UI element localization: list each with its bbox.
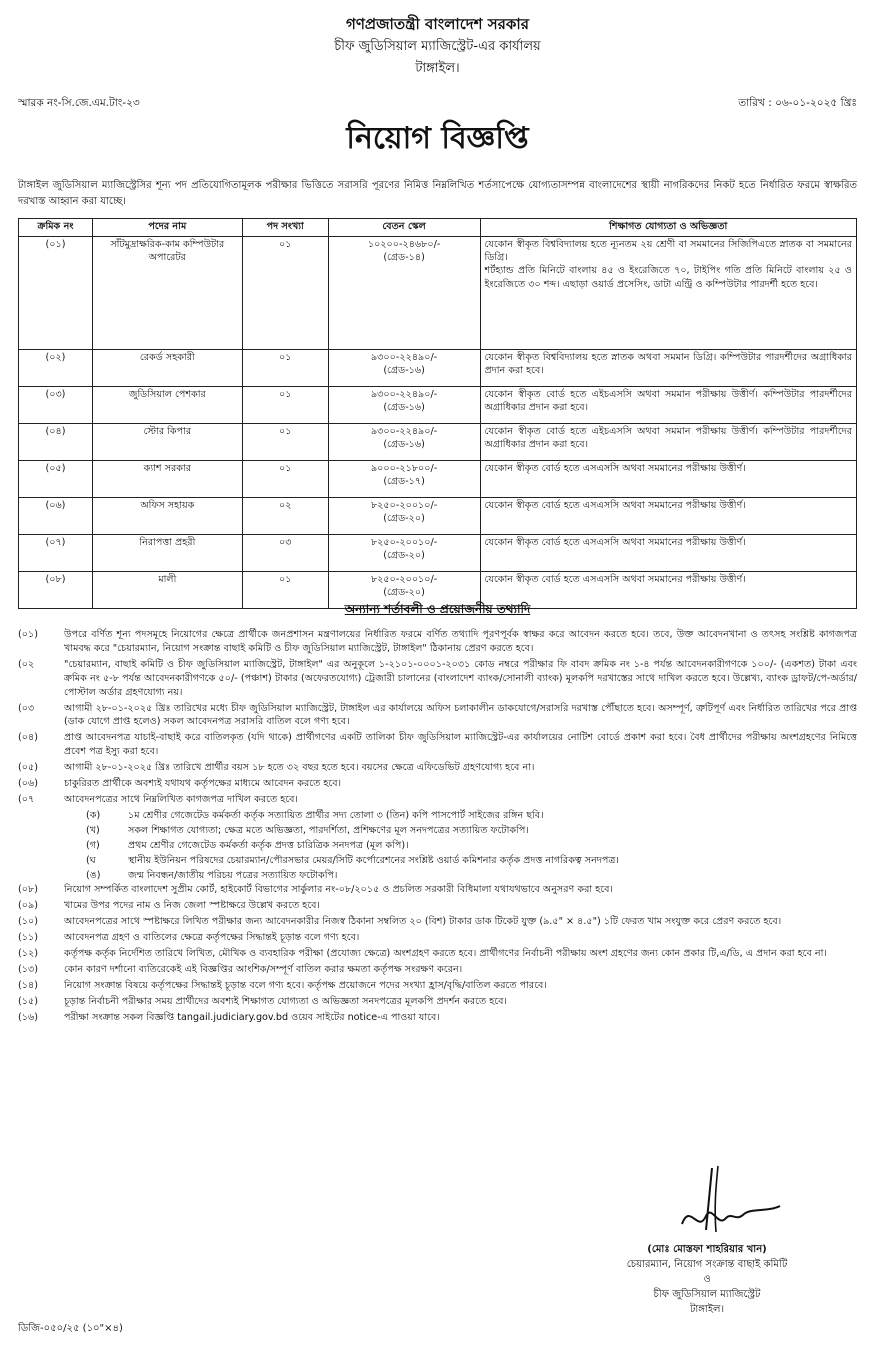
cell-scale — [328, 350, 480, 387]
sub-term-number: (গ) — [86, 839, 100, 851]
col-header-serial: ক্রমিক নং — [19, 219, 93, 237]
cell-serial: (০১) — [19, 237, 93, 350]
sub-list-item — [64, 839, 857, 853]
cell-post: নিরাপত্তা প্রহরী — [92, 535, 242, 572]
cell-qualification: যেকোন স্বীকৃত বোর্ড হতে এসএসসি অথবা সমমানের পরীক্ষায় উত্তীর্ণ। — [480, 498, 856, 535]
signatory-name: (মোঃ মোস্তফা শাহরিয়ার খান) — [647, 1244, 767, 1255]
handwritten-signature — [672, 1162, 792, 1240]
cell-scale — [328, 424, 480, 461]
cell-count: ০১ — [242, 461, 328, 498]
cell-qualification: যেকোন স্বীকৃত বোর্ড হতে এসএসসি অথবা সমমানের পরীক্ষায় উত্তীর্ণ। — [480, 572, 856, 609]
term-text: কোন কারণ দর্শানো ব্যতিরেকেই এই বিজ্ঞপ্তির আংশিক/সম্পূর্ণ বাতিল করার ক্ষমতা কর্তৃপক্ষ সংরক্ষণ করেন। — [64, 963, 463, 975]
term-text: প্রাপ্ত আবেদনপত্র যাচাই-বাছাই করে বাতিলকৃত (যদি থাকে) প্রার্থীগণের একটি তালিকা চীফ জুডিসিয়াল ম্যাজিস্ট্রেট-এর কার্যালয়ের নোটিশ বোর্ডে প্রকাশ করা হবে। বৈধ প্রার্থীদের পরীক্ষায় অংশগ্রহণের নিমিত্তে প্রবেশ পত্র ইস্যু করা হবে। — [64, 732, 857, 758]
qualification-text: যেকোন স্বীকৃত বিশ্ববিদ্যালয় হতে ন্যূনতম ২য় শ্রেণী বা সমমানের সিজিপিএতে স্নাতক বা সমমানের ডিগ্রি। — [484, 239, 852, 264]
list-item — [18, 1011, 857, 1025]
sub-term-text: জন্ম নিবন্ধন/জাতীয় পরিচয় পত্রের সত্যায়িত ফটোকপি। — [128, 869, 338, 881]
scale-value: ৮২৫০-২০০১০/- — [370, 574, 438, 585]
table-row — [19, 237, 857, 350]
term-text: খামের উপর পদের নাম ও নিজ জেলা স্পষ্টাক্ষরে উল্লেখ করতে হবে। — [64, 900, 320, 912]
term-number: (১২) — [18, 948, 38, 960]
grade-value: (গ্রেড-২০) — [383, 513, 425, 525]
list-item — [18, 947, 857, 961]
memo-number: স্মারক নং-সি.জে.এম.টাং-২৩ — [18, 97, 140, 109]
vacancy-table — [18, 218, 857, 609]
term-number: (০৪) — [18, 732, 38, 744]
signatory-conjunction: ও — [703, 1274, 711, 1285]
cell-scale — [328, 498, 480, 535]
term-number: (১৪) — [18, 979, 38, 991]
term-number: (০৩ — [18, 702, 35, 714]
col-header-post: পদের নাম — [92, 219, 242, 237]
term-text: চাকুরিরত প্রার্থীকে অবশ্যই যথাযথ কর্তৃপক্ষের মাধ্যমে আবেদন করতে হবে। — [64, 778, 342, 790]
cell-post: জুডিসিয়াল পেশকার — [92, 387, 242, 424]
scale-value: ৯৩০০-২২৪৯০/- — [370, 426, 438, 437]
intro-paragraph: টাঙ্গাইল জুডিসিয়াল ম্যাজিস্ট্রেসির শূন্য পদ প্রতিযোগিতামূলক পরীক্ষার ভিত্তিতে সরাসরি পূরণের নিমিত্ত নিম্নলিখিত শর্তসাপেক্ষে যোগ্যতাসম্পন্ন বাংলাদেশের স্থায়ী নাগরিকদের নিকট হতে নির্ধারিত ফরমে স্বাক্ষরিত দরখাস্ত আহ্বান করা যাচ্ছে। — [18, 180, 857, 207]
cell-count: ০১ — [242, 424, 328, 461]
cell-qualification: যেকোন স্বীকৃত বোর্ড হতে এইচএসসি অথবা সমমান পরীক্ষায় উত্তীর্ণ। কম্পিউটার পারদর্শীদের অগ্রাধিকার প্রদান করা হবে। — [480, 424, 856, 461]
cell-serial: (০৭) — [19, 535, 93, 572]
col-header-count: পদ সংখ্যা — [242, 219, 328, 237]
term-text: আগামী ২৮-০১-২০২৫ খ্রিঃ তারিখে প্রার্থীর বয়স ১৮ হতে ৩২ বছর হতে হবে। বয়সের ক্ষেত্রে এফিডেভিট গ্রহণযোগ্য হবে না। — [64, 762, 535, 774]
cell-post: স্টোর কিপার — [92, 424, 242, 461]
terms-list — [18, 628, 857, 1027]
sub-list-item — [64, 869, 857, 883]
cell-serial: (০৩) — [19, 387, 93, 424]
cell-qualification — [480, 237, 856, 350]
list-item — [18, 761, 857, 775]
list-item — [18, 793, 857, 807]
grade-value: (গ্রেড-১৬) — [383, 365, 425, 377]
scale-value: ৯৩০০-২২৪৯০/- — [370, 389, 438, 400]
cell-qualification: যেকোন স্বীকৃত বোর্ড হতে এসএসসি অথবা সমমানের পরীক্ষায় উত্তীর্ণ। — [480, 535, 856, 572]
cell-serial: (০২) — [19, 350, 93, 387]
government-name: গণপ্রজাতন্ত্রী বাংলাদেশ সরকার — [346, 15, 529, 33]
term-text: উপরে বর্ণিত শূন্য পদসমূহে নিয়োগের ক্ষেত্রে প্রার্থীকে জনপ্রশাসন মন্ত্রণালয়ের নির্ধারিত ফরমে বর্ণিত তথ্যাদি পূরণপূর্বক স্বাক্ষর করে আবেদন করতে হবে। তবে, উক্ত আবেদনখানা ও তৎসহ সংশ্লিষ্ট কাগজপত্র খামবদ্ধ করে "চেয়ারম্যান, নিয়োগ সংক্রান্ত বাছাই কমিটি ও চীফ জুডিসিয়াল ম্যাজিস্ট্রেট, টাঙ্গাইল" ঠিকানায় প্রেরণ করতে হবে। — [64, 629, 857, 654]
cell-serial: (০৮) — [19, 572, 93, 609]
sub-list-item — [64, 809, 857, 823]
cell-post: ক্যাশ সরকার — [92, 461, 242, 498]
list-item — [18, 702, 857, 730]
term-number: (০১) — [18, 629, 38, 640]
list-item — [18, 899, 857, 913]
sub-term-text: প্রথম শ্রেণীর গেজেটেড কর্মকর্তা কর্তৃক প্রদত্ত চারিত্রিক সনদপত্র (মূল কপি)। — [128, 839, 409, 851]
list-item — [18, 963, 857, 977]
scale-value: ১০২০০-২৪৬৮০/- — [367, 239, 441, 250]
grade-value: (গ্রেড-১৬) — [383, 439, 425, 451]
cell-qualification: যেকোন স্বীকৃত বোর্ড হতে এইচএসসি অথবা সমমান পরীক্ষায় উত্তীর্ণ। কম্পিউটার পারদর্শীদের অগ্রাধিকার প্রদান করা হবে। — [480, 387, 856, 424]
table-row — [19, 535, 857, 572]
table-header-row — [19, 219, 857, 237]
dg-reference: ডিজি-০৫০/২৫ (১০"×৪) — [18, 1323, 123, 1334]
cell-count: ০১ — [242, 572, 328, 609]
cell-post: সাঁটমুদ্রাক্ষরিক-কাম কম্পিউটার অপারেটর — [92, 237, 242, 350]
list-item — [18, 915, 857, 929]
grade-value: (গ্রেড-১৬) — [383, 402, 425, 414]
term-number: (১১) — [18, 932, 38, 944]
cell-serial: (০৫) — [19, 461, 93, 498]
cell-post: মালী — [92, 572, 242, 609]
term-text: আবেদনপত্রের সাথে নিম্নলিখিত কাগজপত্র দাখিল করতে হবে। — [64, 793, 298, 805]
sub-term-number: (ঙ) — [86, 869, 101, 881]
table-row — [19, 461, 857, 498]
cell-count: ০৩ — [242, 535, 328, 572]
grade-value: (গ্রেড-১৪) — [383, 252, 425, 264]
cell-serial: (০৬) — [19, 498, 93, 535]
sub-term-text: ১ম শ্রেণীর গেজেটেড কর্মকর্তা কর্তৃক সত্যায়িত প্রার্থীর সদ্য তোলা ৩ (তিন) কপি পাসপোর্ট সাইজের রঙ্গিন ছবি। — [128, 809, 544, 821]
cell-scale — [328, 535, 480, 572]
list-item — [18, 931, 857, 945]
table-row — [19, 350, 857, 387]
terms-heading: অন্যান্য শর্তাবলী ও প্রয়োজনীয় তথ্যাদি — [344, 602, 531, 616]
qualification-extra: শর্টহ্যান্ড প্রতি মিনিটে বাংলায় ৪৫ ও ইংরেজিতে ৭০, টাইপিং গতি প্রতি মিনিটে বাংলায় ২৫ ও ইংরেজিতে ৩০ শব্দ। এছাড়া ওয়ার্ড প্রসেসিং, ডাটা এন্ট্রি ও কম্পিউটার পারদর্শী হতে হবে। — [484, 265, 852, 290]
cell-qualification: যেকোন স্বীকৃত বিশ্ববিদ্যালয় হতে স্নাতক অথবা সমমান ডিগ্রি। কম্পিউটার পারদর্শীদের অগ্রাধিকার প্রদান করা হবে। — [480, 350, 856, 387]
sub-term-number: (খ) — [86, 824, 100, 836]
term-number: (১৩) — [18, 963, 38, 975]
issue-date: তারিখ : ০৬-০১-২০২৫ খ্রিঃ — [738, 97, 857, 109]
term-text: চূড়ান্ত নির্বাচনী পরীক্ষার সময় প্রার্থীদের অবশ্যই শিক্ষাগত যোগ্যতা ও অভিজ্ঞতা সনদপত্রের মূলকপি প্রদর্শন করতে হবে। — [64, 995, 507, 1007]
list-item — [18, 628, 857, 656]
term-text: নিয়োগ সংক্রান্ত বিষয়ে কর্তৃপক্ষের সিদ্ধান্তই চূড়ান্ত বলে গণ্য হবে। কর্তৃপক্ষ প্রয়োজনে পদের সংখ্যা হ্রাস/বৃদ্ধি/বাতিল করতে পারবে। — [64, 979, 547, 991]
term-number: (০২ — [18, 658, 35, 670]
office-name: চীফ জুডিসিয়াল ম্যাজিস্ট্রেট-এর কার্যালয় — [334, 39, 541, 54]
table-row — [19, 387, 857, 424]
sub-term-text: স্থানীয় ইউনিয়ন পরিষদের চেয়ারম্যান/পৌরসভার মেয়র/সিটি কর্পোরেশনের সংশ্লিষ্ট ওয়ার্ড কমিশনার কর্তৃক প্রদত্ত নাগরিকত্ব সনদপত্র। — [128, 854, 619, 866]
sub-term-text: সকল শিক্ষাগত যোগ্যতা; ক্ষেত্র মতে অভিজ্ঞতা, পারদর্শিতা, প্রশিক্ষণের মূল সনদপত্রের সত্যায়িত ফটোকপি। — [128, 824, 529, 836]
office-location: টাঙ্গাইল। — [415, 61, 460, 76]
notice-title: নিয়োগ বিজ্ঞপ্তি — [346, 121, 529, 156]
col-header-scale: বেতন স্কেল — [328, 219, 480, 237]
cell-count: ০১ — [242, 237, 328, 350]
term-number: (১০) — [18, 916, 38, 928]
signatory-designation: চেয়ারম্যান, নিয়োগ সংক্রান্ত বাছাই কমিটি — [626, 1259, 788, 1270]
list-item — [18, 883, 857, 897]
grade-value: (গ্রেড-২০) — [383, 587, 425, 599]
cell-serial: (০৪) — [19, 424, 93, 461]
cell-post: অফিস সহায়ক — [92, 498, 242, 535]
term-number: (১৬) — [18, 1011, 38, 1023]
term-text: কর্তৃপক্ষ কর্তৃক নির্দেশিত তারিখে লিখিত, মৌখিক ও ব্যবহারিক পরীক্ষা (প্রযোজ্য ক্ষেত্রে) অংশগ্রহণ করতে হবে। প্রার্থীগণের নির্বাচনী পরীক্ষায় অংশ গ্রহণের জন্য কোন প্রকার টি,এ/ডি, এ প্রদান করা হবে না। — [64, 948, 827, 960]
list-item — [18, 658, 857, 700]
term-text: আগামী ২৮-০১-২০২৫ খ্রিঃ তারিখের মধ্যে চীফ জুডিসিয়াল ম্যাজিস্ট্রেট, টাঙ্গাইল এর কার্যালয়ে অফিস চলাকালীন ডাকযোগে/সরাসরি দরখাস্ত পৌঁছাতে হবে। অসম্পূর্ণ, ত্রুটিপূর্ণ এবং নির্ধারিত তারিখের পরে প্রাপ্ত (ডাক যোগে প্রাপ্ত হলেও) সকল আবেদনপত্র সরাসরি বাতিল বলে গণ্য হবে। — [64, 702, 857, 728]
term-text: আবেদনপত্রের সাথে স্পষ্টাক্ষরে লিখিত পরীক্ষার জন্য আবেদনকারীর নিজস্ব ঠিকানা সম্বলিত ২০ (বিশ) টাকার ডাক টিকেট যুক্ত (৯.৫" × ৪.৫") ১টি ফেরত খাম সংযুক্ত করে প্রেরণ করতে হবে। — [64, 916, 782, 928]
sub-term-number: (ঘ — [86, 854, 96, 866]
term-text: পরীক্ষা সংক্রান্ত সকল বিজ্ঞপ্তি tangail.judiciary.gov.bd ওয়েব সাইটের notice-এ পাওয়া যাবে। — [64, 1011, 440, 1023]
cell-scale — [328, 237, 480, 350]
cell-post: রেকর্ড সহকারী — [92, 350, 242, 387]
cell-count: ০২ — [242, 498, 328, 535]
signatory-location: টাঙ্গাইল। — [689, 1304, 725, 1315]
term-text: আবেদনপত্র গ্রহণ ও বাতিলের ক্ষেত্রে কর্তৃপক্ষের সিদ্ধান্তই চূড়ান্ত বলে গণ্য হবে। — [64, 932, 360, 944]
term-number: (০৯) — [18, 900, 38, 912]
term-number: (০৫) — [18, 762, 38, 774]
cell-count: ০১ — [242, 387, 328, 424]
cell-qualification: যেকোন স্বীকৃত বোর্ড হতে এসএসসি অথবা সমমানের পরীক্ষায় উত্তীর্ণ। — [480, 461, 856, 498]
col-header-qualification: শিক্ষাগত যোগ্যতা ও অভিজ্ঞতা — [480, 219, 856, 237]
cell-count: ০১ — [242, 350, 328, 387]
list-item — [18, 731, 857, 759]
term-number: (১৫) — [18, 995, 38, 1007]
list-item — [18, 777, 857, 791]
signatory-title: চীফ জুডিসিয়াল ম্যাজিস্ট্রেট — [653, 1289, 761, 1300]
scale-value: ৯০০০-২১৮০০/- — [370, 463, 438, 474]
scale-value: ৯৩০০-২২৪৯০/- — [370, 352, 438, 363]
table-row — [19, 424, 857, 461]
table-row — [19, 498, 857, 535]
sub-term-number: (ক) — [86, 809, 101, 821]
term-number: (০৬) — [18, 778, 38, 790]
scale-value: ৮২৫০-২০০১০/- — [370, 500, 438, 511]
term-number: (০৮) — [18, 884, 38, 896]
grade-value: (গ্রেড-১৭) — [383, 476, 425, 488]
grade-value: (গ্রেড-২০) — [383, 550, 425, 562]
cell-scale — [328, 387, 480, 424]
term-number: (০৭ — [18, 793, 35, 805]
list-item — [18, 995, 857, 1009]
sub-list-item — [64, 824, 857, 838]
scale-value: ৮২৫০-২০০১০/- — [370, 537, 438, 548]
signature-block — [557, 1242, 857, 1317]
cell-scale — [328, 461, 480, 498]
list-item — [18, 979, 857, 993]
sub-list-item — [64, 854, 857, 868]
term-text: "চেয়ারম্যান, বাছাই কমিটি ও চীফ জুডিসিয়াল ম্যাজিস্ট্রেট, টাঙ্গাইল" এর অনুকূলে ১-২১০১-০০০১-২০৩১ কোড নম্বরে পরীক্ষার ফি বাবদ ক্রমিক নং ১-৪ পর্যন্ত আবেদনকারীগণকে ১০০/- (একশত) টাকা এবং ক্রমিক নং ৫-৮ পর্যন্ত আবেদনকারীগণকে ৫০/- (পঞ্চাশ) টাকার (অফেরতযোগ্য) ট্রেজারী চালানের (বাংলাদেশ ব্যাংক/সোনালী ব্যাংক) মূলকপি দরখাস্তের সাথে দাখিল করতে হবে। উল্লেখ্য, ব্যাংক ড্রাফট/পে-অর্ডার/পোস্টাল অর্ডার গ্রহণযোগ্য নয়। — [64, 658, 857, 698]
term-text: নিয়োগ সম্পর্কিত বাংলাদেশ সুপ্রীম কোর্ট, হাইকোর্ট বিভাগের সার্কুলার নং-০৮/২০১৫ ও প্রচলিত সরকারী বিধিমালা যথাযথভাবে অনুসরণ করা হবে। — [64, 884, 613, 896]
